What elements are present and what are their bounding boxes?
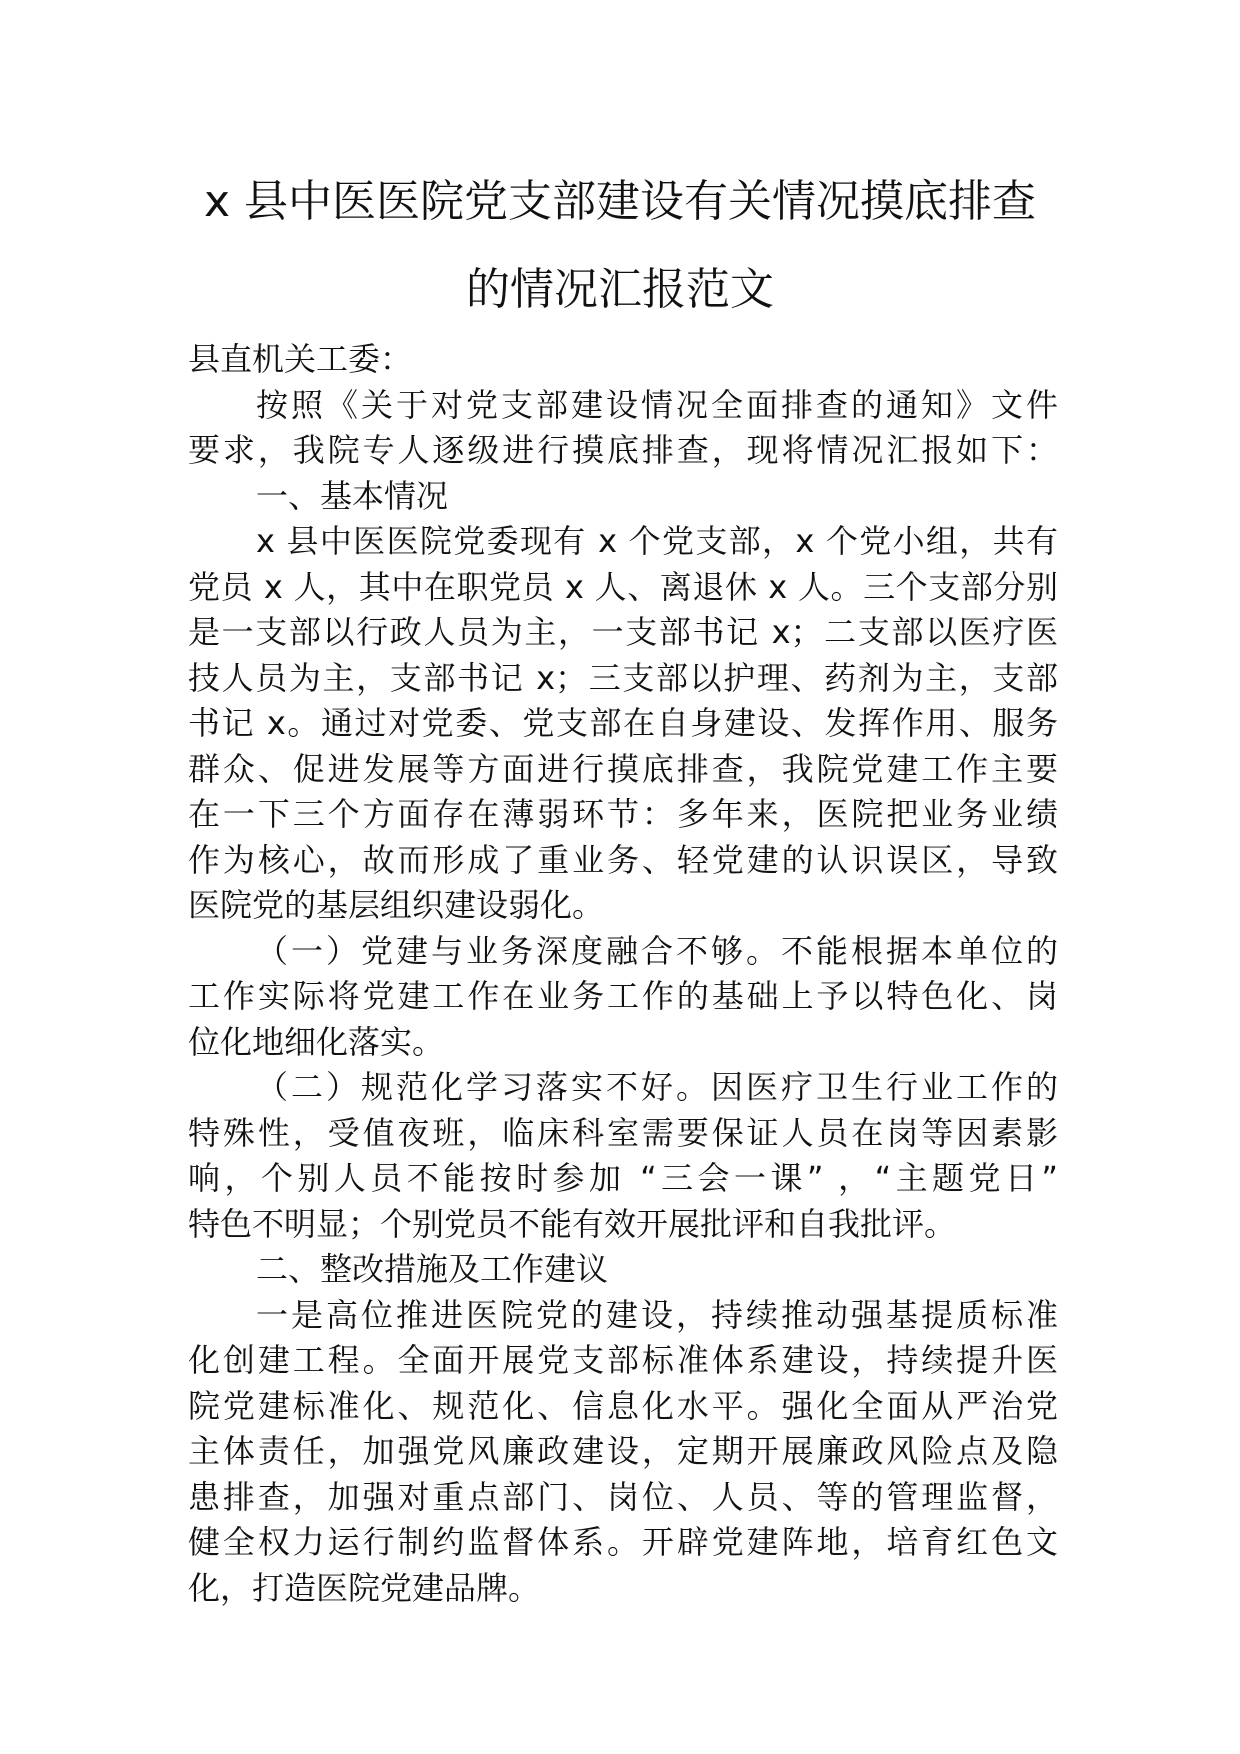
- body-line: 化创建工程。全面开展党支部标准体系建设，持续提升医: [188, 1341, 1058, 1379]
- body-line: 特殊性，受值夜班，临床科室需要保证人员在岗等因素影: [188, 1113, 1058, 1152]
- body-line: 是一支部以行政人员为主，一支部书记 x；二支部以医疗医: [188, 613, 1058, 651]
- body-line: 群众、促进发展等方面进行摸底排查，我院党建工作主要: [188, 749, 1058, 788]
- body-line: 特色不明显；个别党员不能有效开展批评和自我批评。: [188, 1204, 957, 1243]
- body-line: 院党建标准化、规范化、信息化水平。强化全面从严治党: [188, 1386, 1058, 1425]
- body-line: 健全权力运行制约监督体系。开辟党建阵地，培育红色文: [188, 1523, 1058, 1561]
- body-line: 响，个别人员不能按时参加 “三会一课” ，“主题党日”: [188, 1159, 1058, 1197]
- body-line: 按照《关于对党支部建设情况全面排查的通知》文件: [256, 385, 1058, 424]
- body-line: x 县中医医院党委现有 x 个党支部，x 个党小组，共有: [256, 522, 1058, 560]
- body-line: 作为核心，故而形成了重业务、轻党建的认识误区，导致: [188, 840, 1058, 879]
- section-heading-basic-situation: 一、基本情况: [256, 476, 449, 515]
- body-line: 工作实际将党建工作在业务工作的基础上予以特色化、岗: [188, 977, 1058, 1015]
- subsection-1-line: （一）党建与业务深度融合不够。不能根据本单位的: [256, 931, 1058, 970]
- body-line: 主体责任，加强党风廉政建设，定期开展廉政风险点及隐: [188, 1432, 1058, 1470]
- body-line: 医院党的基层组织建设弱化。: [188, 886, 605, 924]
- body-line: 要求，我院专人逐级进行摸底排查，现将情况汇报如下：: [188, 431, 1058, 469]
- body-line: 书记 x。通过对党委、党支部在自身建设、发挥作用、服务: [188, 704, 1058, 742]
- body-line: 在一下三个方面存在薄弱环节：多年来，医院把业务业绩: [188, 795, 1058, 833]
- salutation-line: 县直机关工委：: [188, 340, 413, 378]
- body-line: 化，打造医院党建品牌。: [188, 1568, 541, 1607]
- body-line: 党员 x 人，其中在职党员 x 人、离退休 x 人。三个支部分别: [188, 567, 1058, 606]
- body-line: 技人员为主，支部书记 x；三支部以护理、药剂为主，支部: [188, 658, 1058, 697]
- document-body: [188, 337, 1058, 1611]
- document-title-line-1: x 县中医医院党支部建设有关情况摸底排查: [203, 176, 1037, 227]
- document-title-line-2: 的情况汇报范文: [466, 264, 774, 315]
- body-line: 一是高位推进医院党的建设，持续推动强基提质标准: [256, 1295, 1058, 1334]
- body-line: 位化地细化落实。: [188, 1022, 445, 1061]
- body-line: 患排查，加强对重点部门、岗位、人员、等的管理监督，: [188, 1477, 1058, 1516]
- section-heading-rectification: 二、整改措施及工作建议: [256, 1250, 609, 1288]
- subsection-2-line: （二）规范化学习落实不好。因医疗卫生行业工作的: [256, 1068, 1058, 1106]
